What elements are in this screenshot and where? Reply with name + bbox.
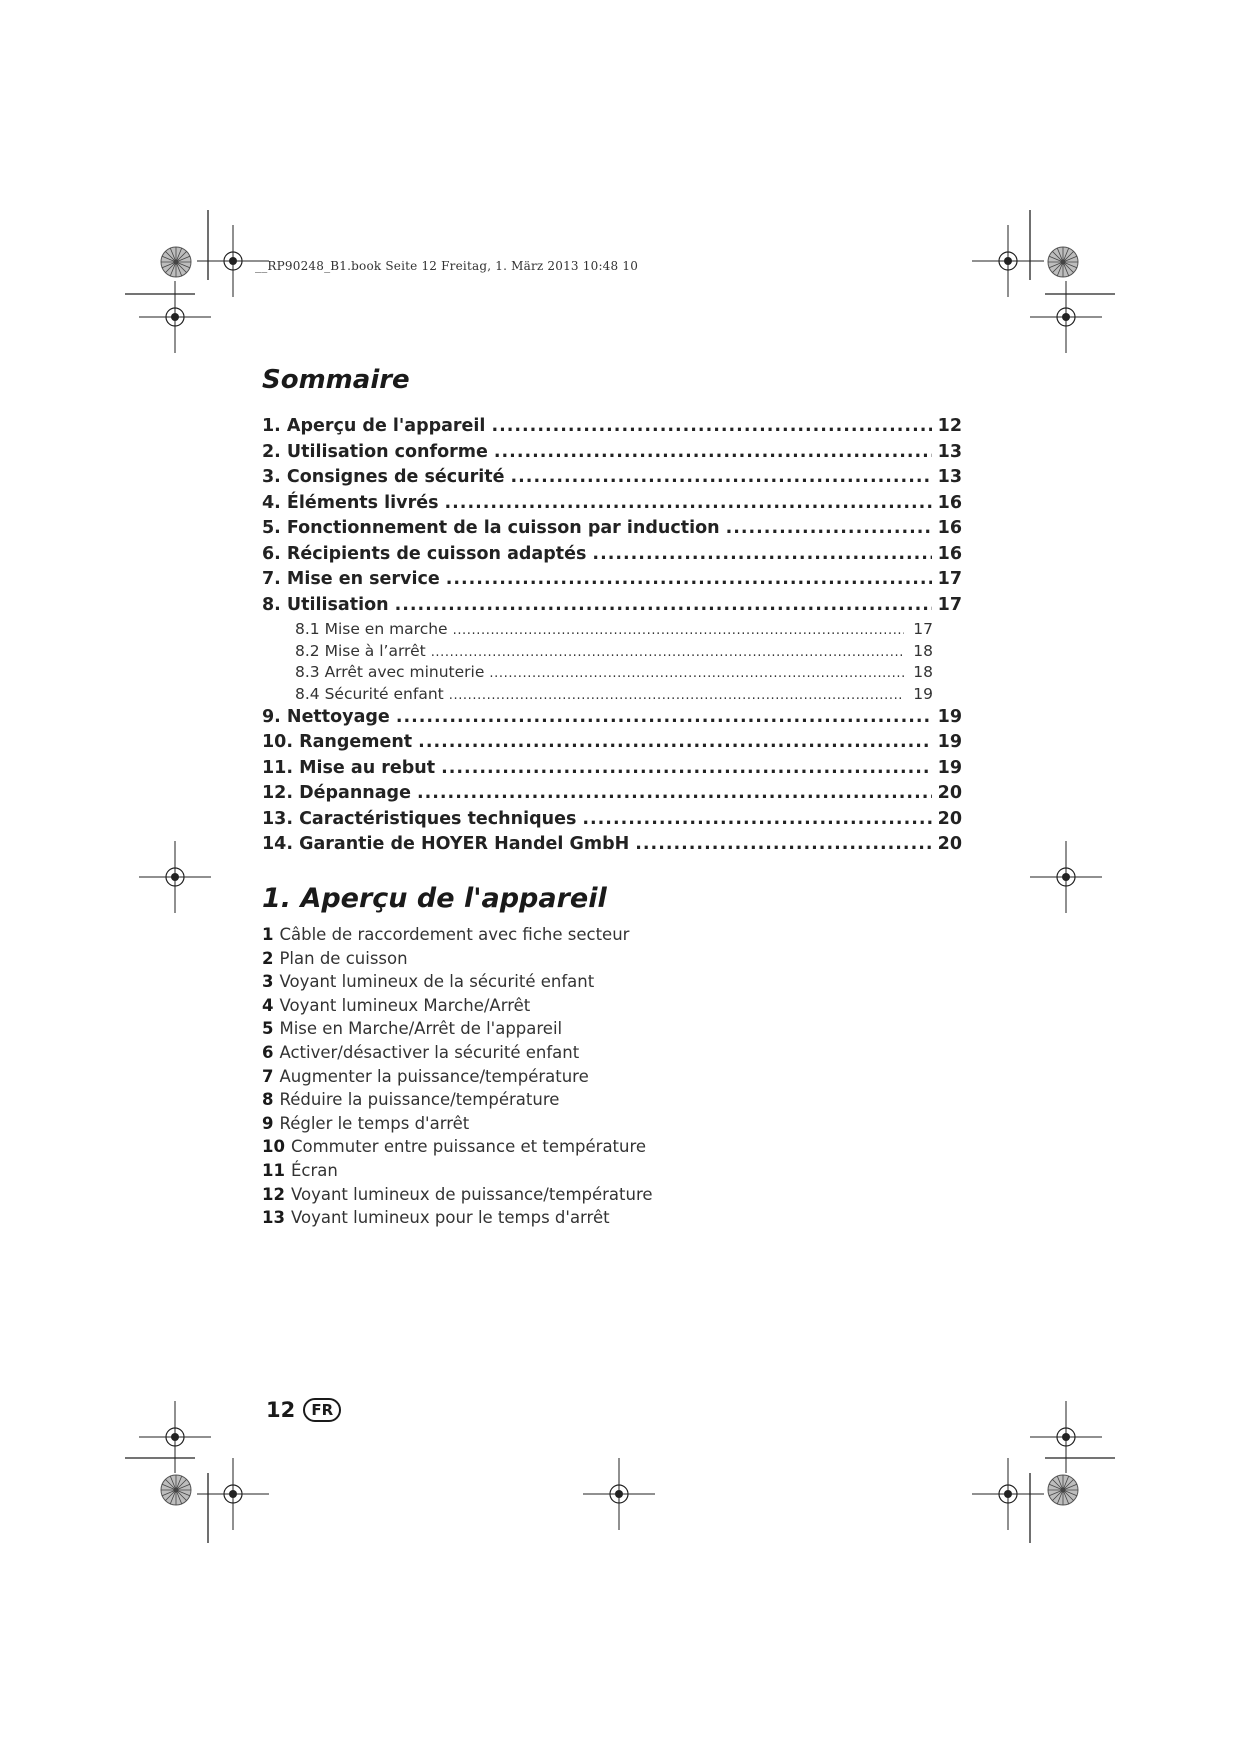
toc-subentry-page: 19 bbox=[913, 685, 933, 704]
part-label: Réduire la puissance/température bbox=[279, 1090, 560, 1110]
dot-leader bbox=[511, 467, 932, 487]
toc-entry-page: 20 bbox=[937, 834, 962, 855]
toc-entry-label: 6. Récipients de cuisson adaptés bbox=[262, 543, 587, 564]
toc-entry[interactable] bbox=[262, 569, 962, 595]
toc-entry[interactable] bbox=[262, 544, 962, 570]
toc-subentry-label: 8.1 Mise en marche bbox=[295, 620, 448, 638]
toc-entry-page: 13 bbox=[937, 467, 962, 487]
print-job-header: __RP90248_B1.book Seite 12 Freitag, 1. März 2013 10:48 10 bbox=[255, 259, 639, 273]
part-label: Mise en Marche/Arrêt de l'appareil bbox=[279, 1019, 563, 1039]
part-number: 3 bbox=[262, 972, 274, 992]
toc-entry-page: 20 bbox=[937, 783, 962, 804]
dot-leader bbox=[491, 416, 931, 436]
toc-entry-label: 9. Nettoyage bbox=[262, 706, 390, 727]
toc-entry[interactable] bbox=[262, 809, 962, 835]
part-number: 7 bbox=[262, 1066, 274, 1086]
toc-entry-page: 12 bbox=[937, 416, 962, 436]
part-number: 11 bbox=[262, 1160, 285, 1180]
part-label: Augmenter la puissance/température bbox=[279, 1066, 589, 1086]
toc-entry-label: 12. Dépannage bbox=[262, 783, 411, 804]
toc-entry-label: 1. Aperçu de l'appareil bbox=[262, 416, 486, 436]
toc-subentry-page: 18 bbox=[913, 663, 933, 682]
part-label: Voyant lumineux pour le temps d'arrêt bbox=[290, 1208, 610, 1228]
dot-leader bbox=[494, 442, 932, 462]
toc-entry-label: 3. Consignes de sécurité bbox=[262, 467, 505, 487]
page-footer bbox=[266, 1398, 341, 1422]
list-item bbox=[262, 1043, 653, 1067]
part-label: Câble de raccordement avec fiche secteur bbox=[279, 925, 630, 944]
part-label: Régler le temps d'arrêt bbox=[279, 1113, 470, 1133]
toc-entry[interactable] bbox=[262, 467, 962, 493]
toc-entry-label: 8. Utilisation bbox=[262, 594, 389, 615]
part-number: 8 bbox=[262, 1090, 274, 1110]
toc-entry-page: 19 bbox=[937, 706, 962, 727]
toc-entry-page: 16 bbox=[937, 492, 962, 513]
part-label: Voyant lumineux Marche/Arrêt bbox=[279, 995, 531, 1015]
toc-subentry-label: 8.3 Arrêt avec minuterie bbox=[295, 663, 485, 682]
dot-leader bbox=[449, 688, 904, 703]
part-label: Activer/désactiver la sécurité enfant bbox=[279, 1042, 580, 1062]
dot-leader bbox=[445, 493, 932, 513]
list-item bbox=[262, 1185, 653, 1209]
list-item bbox=[262, 949, 653, 973]
part-number: 1 bbox=[262, 925, 274, 944]
toc-entry[interactable] bbox=[262, 493, 962, 519]
part-number: 5 bbox=[262, 1019, 274, 1039]
toc-entry-label: 14. Garantie de HOYER Handel GmbH bbox=[262, 834, 630, 855]
part-number: 2 bbox=[262, 948, 274, 968]
list-item bbox=[262, 1090, 653, 1114]
part-number: 6 bbox=[262, 1042, 274, 1062]
list-item bbox=[262, 1019, 653, 1043]
toc-entry-page: 16 bbox=[937, 518, 962, 538]
toc-entry-page: 16 bbox=[937, 543, 962, 564]
part-number: 9 bbox=[262, 1113, 274, 1133]
dot-leader bbox=[418, 732, 931, 752]
toc-title: Sommaire bbox=[262, 365, 410, 395]
toc-entry-page: 20 bbox=[937, 808, 962, 829]
toc-entry-page: 19 bbox=[937, 757, 962, 778]
toc-entry-label: 13. Caractéristiques techniques bbox=[262, 808, 577, 829]
dot-leader bbox=[635, 834, 931, 854]
toc-entry-page: 19 bbox=[937, 732, 962, 753]
part-number: 12 bbox=[262, 1184, 285, 1204]
dot-leader bbox=[417, 783, 932, 803]
toc-subentry-page: 17 bbox=[913, 620, 933, 638]
section-title: 1. Aperçu de l'appareil bbox=[262, 883, 607, 914]
part-label: Voyant lumineux de puissance/température bbox=[290, 1184, 653, 1204]
toc-entry-label: 10. Rangement bbox=[262, 732, 413, 753]
list-item bbox=[262, 1161, 653, 1185]
dot-leader bbox=[431, 645, 904, 660]
toc-entry[interactable] bbox=[262, 834, 962, 860]
part-label: Écran bbox=[290, 1160, 338, 1180]
dot-leader bbox=[395, 595, 932, 615]
dot-leader bbox=[582, 809, 931, 829]
toc-entry-label: 4. Éléments livrés bbox=[262, 492, 439, 513]
toc-entry[interactable] bbox=[262, 783, 962, 809]
part-number: 13 bbox=[262, 1208, 285, 1228]
toc-entry-page: 17 bbox=[937, 569, 962, 589]
toc-entry-label: 5. Fonctionnement de la cuisson par induction bbox=[262, 518, 720, 538]
toc-entry[interactable] bbox=[262, 442, 962, 468]
list-item bbox=[262, 1114, 653, 1138]
dot-leader bbox=[441, 758, 932, 778]
list-item bbox=[262, 972, 653, 996]
toc-entry[interactable] bbox=[262, 707, 962, 733]
part-label: Voyant lumineux de la sécurité enfant bbox=[279, 972, 595, 992]
part-label: Commuter entre puissance et température bbox=[290, 1137, 647, 1157]
list-item bbox=[262, 996, 653, 1020]
table-of-contents bbox=[262, 416, 962, 860]
part-label: Plan de cuisson bbox=[279, 948, 408, 968]
toc-entry[interactable] bbox=[262, 518, 962, 544]
dot-leader bbox=[592, 544, 931, 564]
part-number: 4 bbox=[262, 995, 274, 1015]
toc-subentry[interactable] bbox=[295, 620, 933, 642]
page-number: 12 bbox=[266, 1398, 296, 1422]
language-badge: FR bbox=[303, 1398, 341, 1422]
toc-entry-page: 13 bbox=[937, 441, 962, 462]
dot-leader bbox=[726, 518, 932, 538]
parts-list bbox=[262, 925, 653, 1232]
toc-subentry[interactable] bbox=[295, 642, 933, 664]
part-number: 10 bbox=[262, 1137, 285, 1157]
list-item bbox=[262, 1067, 653, 1091]
toc-entry-label: 11. Mise au rebut bbox=[262, 757, 436, 778]
toc-entry[interactable] bbox=[262, 416, 962, 442]
list-item bbox=[262, 1137, 653, 1161]
dot-leader bbox=[446, 569, 932, 589]
dot-leader bbox=[453, 623, 904, 638]
dot-leader bbox=[489, 666, 904, 681]
toc-subentry-page: 18 bbox=[913, 641, 933, 660]
dot-leader bbox=[396, 707, 932, 727]
toc-entry[interactable] bbox=[262, 595, 962, 621]
toc-subentry[interactable] bbox=[295, 685, 933, 707]
toc-entry-label: 7. Mise en service bbox=[262, 569, 440, 589]
toc-subentry-label: 8.2 Mise à l’arrêt bbox=[295, 641, 426, 660]
toc-entry[interactable] bbox=[262, 758, 962, 784]
list-item bbox=[262, 925, 653, 949]
toc-entry[interactable] bbox=[262, 732, 962, 758]
list-item bbox=[262, 1208, 653, 1232]
toc-subentry-label: 8.4 Sécurité enfant bbox=[295, 685, 444, 704]
toc-subentry[interactable] bbox=[295, 663, 933, 685]
toc-entry-page: 17 bbox=[937, 594, 962, 615]
toc-entry-label: 2. Utilisation conforme bbox=[262, 441, 488, 462]
